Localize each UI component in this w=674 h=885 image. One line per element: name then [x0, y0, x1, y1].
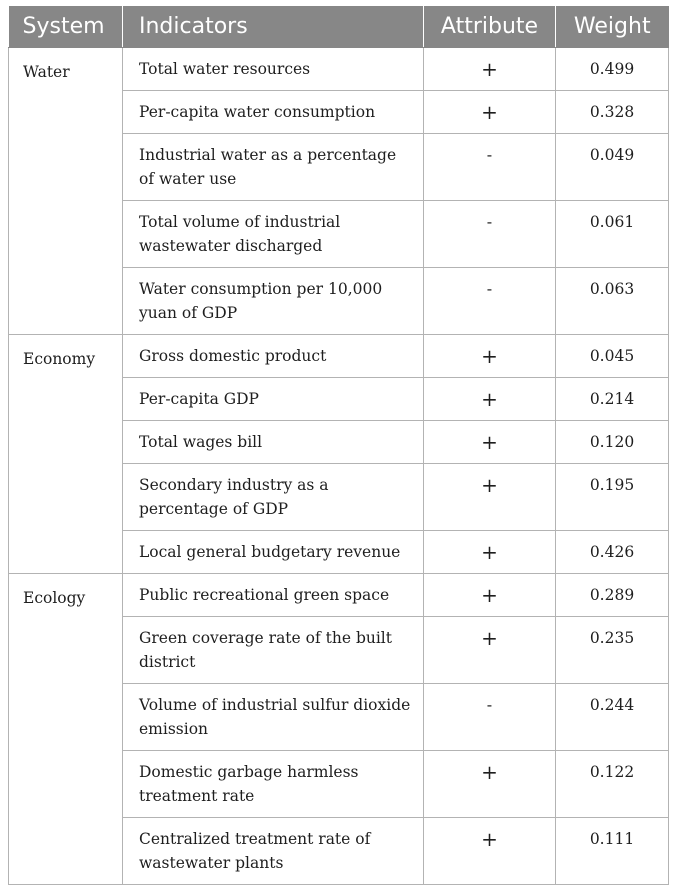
header-system: System	[9, 6, 123, 48]
indicator-cell: Domestic garbage harmless treatment rate	[123, 751, 424, 818]
indicator-weight-table	[8, 6, 669, 885]
weight-cell: 0.061	[556, 201, 669, 268]
attribute-cell: +	[424, 91, 556, 134]
weight-cell: 0.244	[556, 684, 669, 751]
indicator-cell: Total water resources	[123, 48, 424, 91]
weight-cell: 0.122	[556, 751, 669, 818]
attribute-cell: +	[424, 378, 556, 421]
indicator-cell: Secondary industry as a percentage of GDP	[123, 464, 424, 531]
attribute-cell: +	[424, 751, 556, 818]
system-cell: Ecology	[9, 574, 123, 885]
table-row	[9, 574, 669, 617]
weight-cell: 0.111	[556, 818, 669, 885]
attribute-cell: +	[424, 574, 556, 617]
weight-cell: 0.499	[556, 48, 669, 91]
attribute-cell: +	[424, 335, 556, 378]
table-row	[9, 48, 669, 91]
weight-cell: 0.049	[556, 134, 669, 201]
header-indicators: Indicators	[123, 6, 424, 48]
system-cell: Economy	[9, 335, 123, 574]
indicator-cell: Per-capita water consumption	[123, 91, 424, 134]
weight-cell: 0.063	[556, 268, 669, 335]
indicator-cell: Per-capita GDP	[123, 378, 424, 421]
indicator-cell: Gross domestic product	[123, 335, 424, 378]
header-row	[9, 6, 669, 48]
indicator-cell: Volume of industrial sulfur dioxide emission	[123, 684, 424, 751]
indicator-cell: Industrial water as a percentage of water use	[123, 134, 424, 201]
attribute-cell: -	[424, 268, 556, 335]
weight-cell: 0.328	[556, 91, 669, 134]
attribute-cell: +	[424, 421, 556, 464]
weight-cell: 0.120	[556, 421, 669, 464]
header-attribute: Attribute	[424, 6, 556, 48]
system-cell: Water	[9, 48, 123, 335]
indicator-cell: Public recreational green space	[123, 574, 424, 617]
attribute-cell: +	[424, 464, 556, 531]
header-weight: Weight	[556, 6, 669, 48]
indicator-cell: Total volume of industrial wastewater discharged	[123, 201, 424, 268]
weight-cell: 0.195	[556, 464, 669, 531]
indicator-cell: Total wages bill	[123, 421, 424, 464]
weight-cell: 0.045	[556, 335, 669, 378]
attribute-cell: +	[424, 617, 556, 684]
attribute-cell: +	[424, 818, 556, 885]
attribute-cell: -	[424, 201, 556, 268]
indicator-cell: Green coverage rate of the built district	[123, 617, 424, 684]
indicator-cell: Local general budgetary revenue	[123, 531, 424, 574]
attribute-cell: -	[424, 684, 556, 751]
weight-cell: 0.235	[556, 617, 669, 684]
table-row	[9, 335, 669, 378]
attribute-cell: +	[424, 48, 556, 91]
weight-cell: 0.289	[556, 574, 669, 617]
attribute-cell: +	[424, 531, 556, 574]
attribute-cell: -	[424, 134, 556, 201]
weight-cell: 0.426	[556, 531, 669, 574]
weight-cell: 0.214	[556, 378, 669, 421]
indicator-cell: Centralized treatment rate of wastewater plants	[123, 818, 424, 885]
indicator-cell: Water consumption per 10,000 yuan of GDP	[123, 268, 424, 335]
